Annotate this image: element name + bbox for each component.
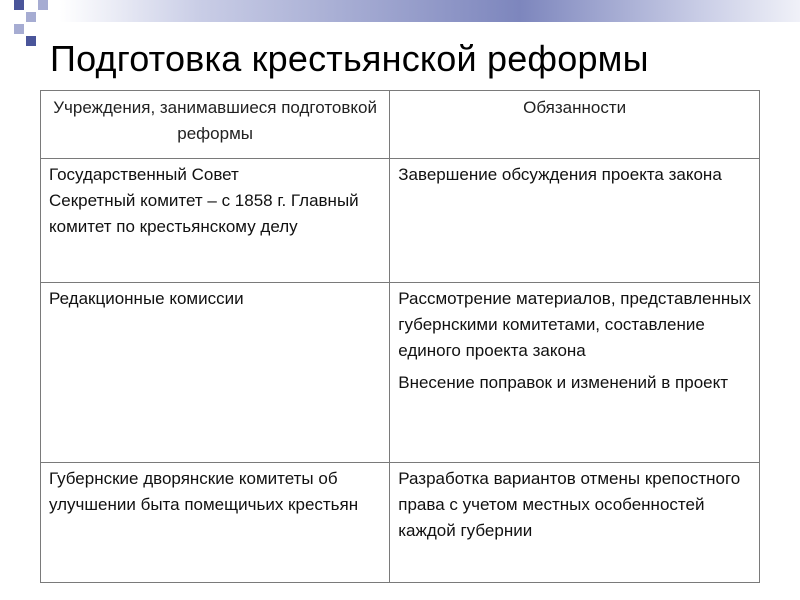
decorative-square (26, 36, 36, 46)
duties-cell (390, 159, 760, 283)
institutions-cell (41, 463, 390, 583)
decorative-square (38, 0, 48, 10)
decorative-square (14, 0, 24, 10)
decorative-square (26, 12, 36, 22)
table-row (41, 283, 760, 463)
table-header-row (41, 91, 760, 159)
header-gradient-band (0, 0, 800, 22)
slide-title: Подготовка крестьянской реформы (50, 38, 649, 79)
column-header-institutions: Учреждения, занимавшиеся подготовкой реформы (41, 91, 390, 159)
column-header-duties: Обязанности (390, 91, 760, 159)
table-row (41, 159, 760, 283)
institution-text: Редакционные комиссии (49, 289, 244, 308)
table-row (41, 463, 760, 583)
duty-text: Внесение поправок и изменений в проект (398, 373, 729, 392)
duty-text: Рассмотрение материалов, представленных губернскими комитетами, составление единого проекта закона (398, 289, 751, 360)
institutions-cell (41, 283, 390, 463)
decorative-square (14, 24, 24, 34)
duty-text: Разработка вариантов отмены крепостного права с учетом местных особенностей каждой губернии (398, 469, 741, 540)
duties-cell (390, 283, 760, 463)
duty-text: Завершение обсуждения проекта закона (398, 165, 722, 184)
institution-text: Губернские дворянские комитеты об улучшении быта помещичьих крестьян (49, 469, 359, 514)
institutions-cell (41, 159, 390, 283)
institution-text: Секретный комитет – с 1858 г. Главный комитет по крестьянскому делу (49, 191, 359, 236)
institution-text: Государственный Совет (49, 165, 239, 184)
reform-table (40, 90, 760, 583)
duties-cell (390, 463, 760, 583)
